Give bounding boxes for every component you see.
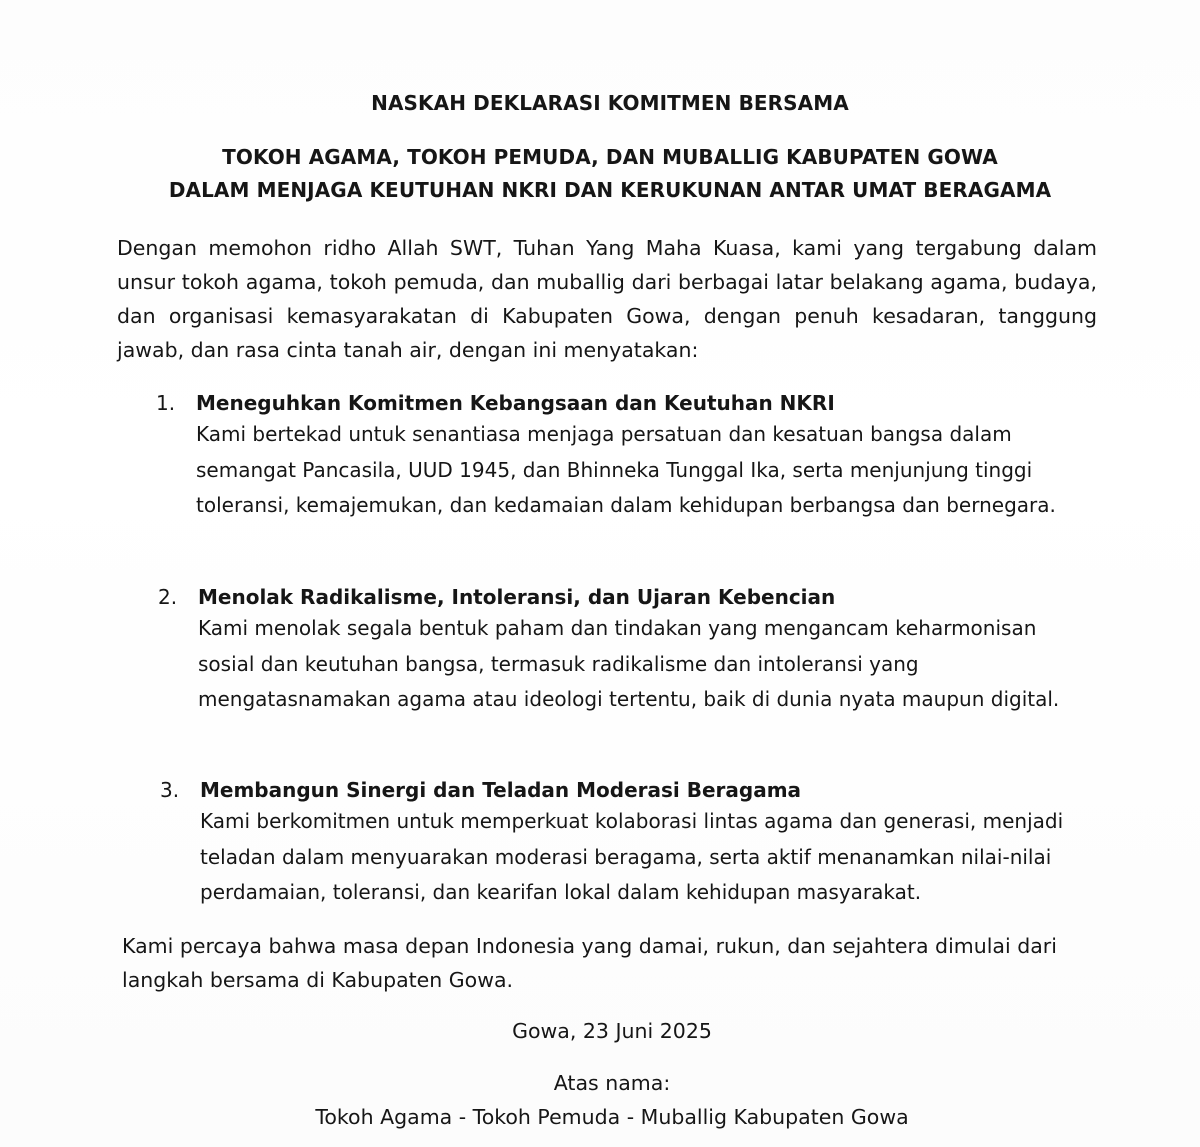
item-number: 3. (160, 778, 180, 802)
document-subtitle-line-1: TOKOH AGAMA, TOKOH PEMUDA, DAN MUBALLIG KABUPATEN GOWA (222, 145, 998, 169)
item-body: Kami berkomitmen untuk memperkuat kolaborasi lintas agama dan generasi, menjadi teladan dalam menyuarakan moderasi beragama, serta aktif menanamkan nilai-nilai perdamaian, toleransi, dan kearifan lokal dalam kehidupan masyarakat. (200, 809, 1064, 904)
document-title: NASKAH DEKLARASI KOMITMEN BERSAMA (371, 91, 849, 115)
item-heading: Meneguhkan Komitmen Kebangsaan dan Keutuhan NKRI (196, 391, 835, 415)
item-number: 2. (158, 585, 178, 609)
closing-paragraph: Kami percaya bahwa masa depan Indonesia yang damai, rukun, dan sejahtera dimulai dari langkah bersama di Kabupaten Gowa. (122, 934, 1057, 992)
place-and-date: Gowa, 23 Juni 2025 (512, 1019, 712, 1043)
signatories-line: Tokoh Agama - Tokoh Pemuda - Muballig Kabupaten Gowa (315, 1105, 909, 1129)
intro-paragraph: Dengan memohon ridho Allah SWT, Tuhan Yang Maha Kuasa, kami yang tergabung dalam unsur tokoh agama, tokoh pemuda, dan muballig dari berbagai latar belakang agama, budaya, dan organisasi kemasyarakatan di Kabupaten Gowa, dengan penuh kesadaran, tanggung jawab, dan rasa cinta tanah air, dengan ini menyatakan: (117, 236, 1097, 362)
item-heading: Menolak Radikalisme, Intoleransi, dan Ujaran Kebencian (198, 585, 836, 609)
document-subtitle-line-2: DALAM MENJAGA KEUTUHAN NKRI DAN KERUKUNAN ANTAR UMAT BERAGAMA (168, 178, 1052, 202)
item-number: 1. (156, 391, 176, 415)
item-heading: Membangun Sinergi dan Teladan Moderasi Beragama (200, 778, 802, 802)
item-body: Kami menolak segala bentuk paham dan tindakan yang mengancam keharmonisan sosial dan keutuhan bangsa, termasuk radikalisme dan intoleransi yang mengatasnamakan agama atau ideologi tertentu, baik di dunia nyata maupun digital. (198, 616, 1060, 711)
item-body: Kami bertekad untuk senantiasa menjaga persatuan dan kesatuan bangsa dalam semangat Pancasila, UUD 1945, dan Bhinneka Tunggal Ika, serta menjunjung tinggi toleransi, kemajemukan, dan kedamaian dalam kehidupan berbangsa dan bernegara. (196, 422, 1056, 517)
on-behalf-label: Atas nama: (553, 1071, 671, 1095)
